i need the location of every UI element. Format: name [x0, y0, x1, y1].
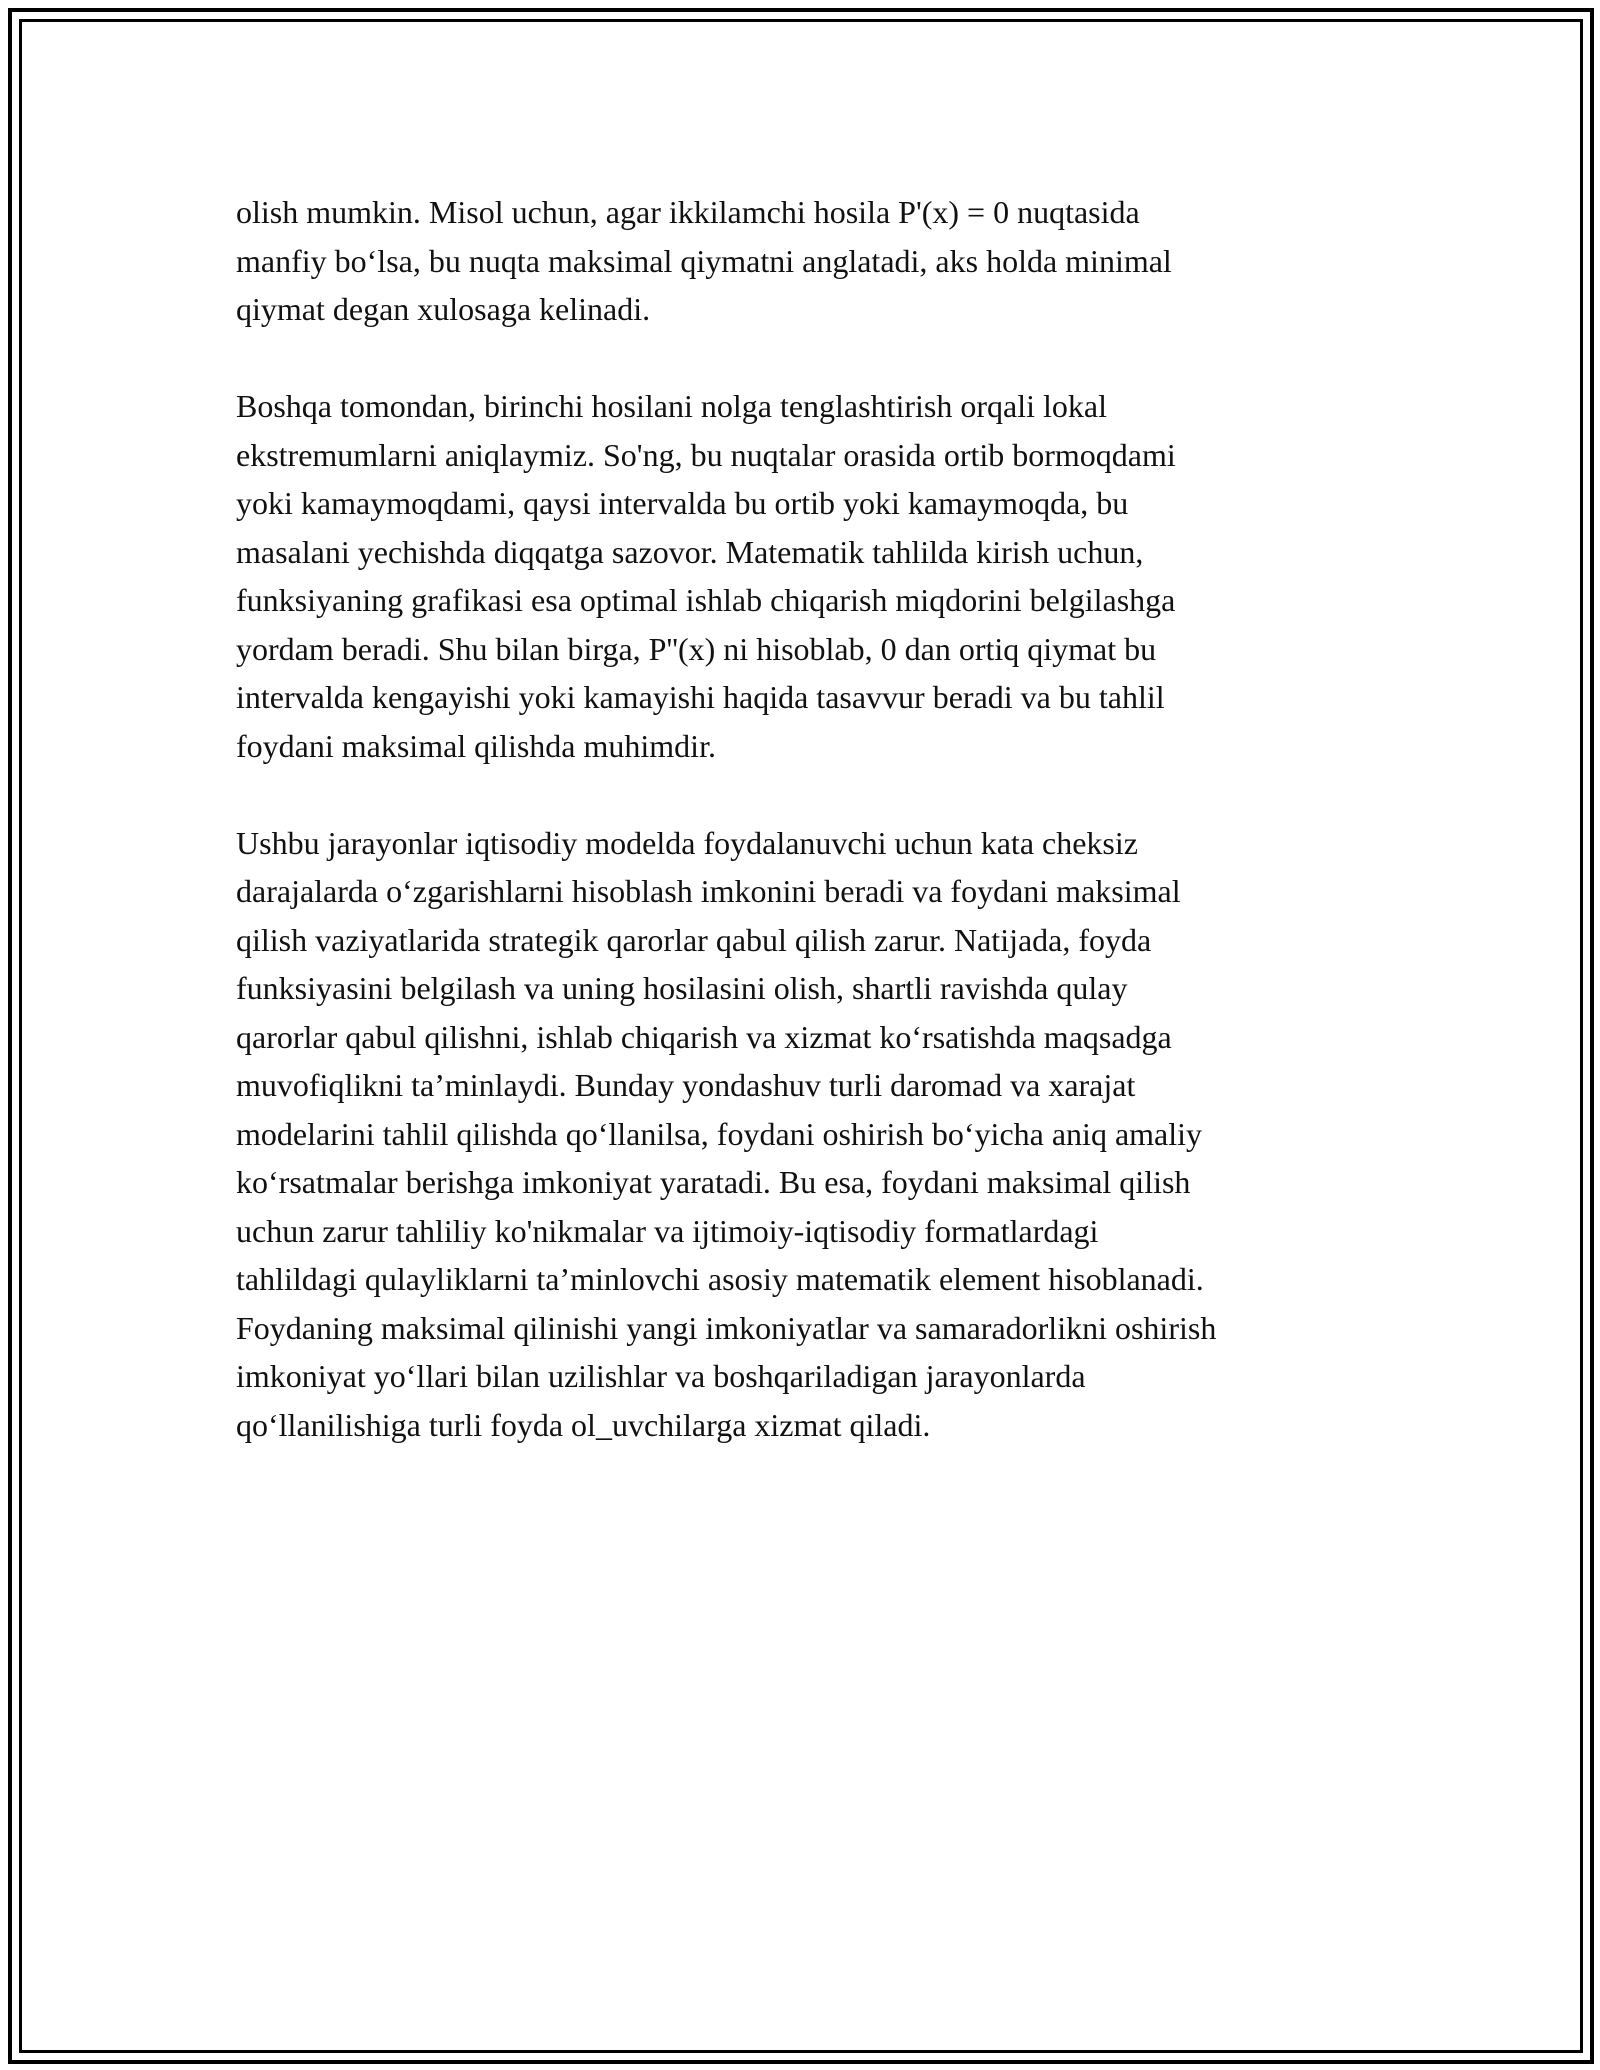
text-line: masalani yechishda diqqatga sazovor. Matematik tahlilda kirish uchun, [236, 533, 1144, 570]
text-line: imkoniyat yo‘llari bilan uzilishlar va boshqariladigan jarayonlarda [236, 1358, 1086, 1394]
text-line: qiymat degan xulosaga kelinadi. [236, 291, 651, 327]
text-line: darajalarda o‘zgarishlarni hisoblash imkonini beradi va foydani maksimal [236, 873, 1181, 909]
text-line: qilish vaziyatlarida strategik qarorlar qabul qilish zarur. Natijada, foyda [236, 921, 1152, 958]
paragraph-3 [236, 819, 1386, 1450]
text-line: funksiyasini belgilash va uning hosilasini olish, shartli ravishda qulay [236, 970, 1128, 1006]
text-line: uchun zarur tahliliy ko'nikmalar va ijtimoiy-iqtisodiy formatlardagi [236, 1212, 1099, 1249]
text-line: qarorlar qabul qilishni, ishlab chiqarish va xizmat ko‘rsatishda maqsadga [236, 1018, 1172, 1055]
paragraph-1 [236, 188, 1386, 334]
text-line: olish mumkin. Misol uchun, agar ikkilamchi hosila P'(x) = 0 nuqtasida [236, 194, 1140, 230]
text-line: manfiy bo‘lsa, bu nuqta maksimal qiymatni anglatadi, aks holda minimal [236, 242, 1172, 279]
document-body [236, 188, 1386, 1449]
text-line: Foydaning maksimal qilinishi yangi imkoniyatlar va samaradorlikni oshirish [236, 1309, 1217, 1346]
paragraph-gap [236, 334, 1386, 383]
paragraph-2 [236, 382, 1386, 770]
text-line: qo‘llanilishiga turli foyda ol_uvchilarga xizmat qiladi. [236, 1406, 931, 1443]
text-line: funksiyaning grafikasi esa optimal ishlab chiqarish miqdorini belgilashga [236, 582, 1176, 618]
text-line: ekstremumlarni aniqlaymiz. So'ng, bu nuqtalar orasida ortib bormoqdami [236, 436, 1176, 473]
text-line: modelarini tahlil qilishda qo‘llanilsa, foydani oshirish bo‘yicha aniq amaliy [236, 1115, 1203, 1152]
paragraph-gap [236, 770, 1386, 819]
text-line: tahlildagi qulayliklarni ta’minlovchi asosiy matematik element hisoblanadi. [236, 1261, 1204, 1297]
text-line: muvofiqlikni ta’minlaydi. Bunday yondashuv turli daromad va xarajat [236, 1067, 1136, 1103]
text-line: yoki kamaymoqdami, qaysi intervalda bu ortib yoki kamaymoqda, bu [236, 485, 1129, 521]
text-line: Boshqa tomondan, birinchi hosilani nolga tenglashtirish orqali lokal [236, 388, 1107, 424]
text-line: ko‘rsatmalar berishga imkoniyat yaratadi. Bu esa, foydani maksimal qilish [236, 1164, 1191, 1200]
text-line: foydani maksimal qilishda muhimdir. [236, 727, 716, 764]
text-line: yordam beradi. Shu bilan birga, P''(x) ni hisoblab, 0 dan ortiq qiymat bu [236, 630, 1157, 667]
text-line: intervalda kengayishi yoki kamayishi haqida tasavvur beradi va bu tahlil [236, 679, 1165, 715]
text-line: Ushbu jarayonlar iqtisodiy modelda foydalanuvchi uchun kata cheksiz [236, 824, 1138, 861]
